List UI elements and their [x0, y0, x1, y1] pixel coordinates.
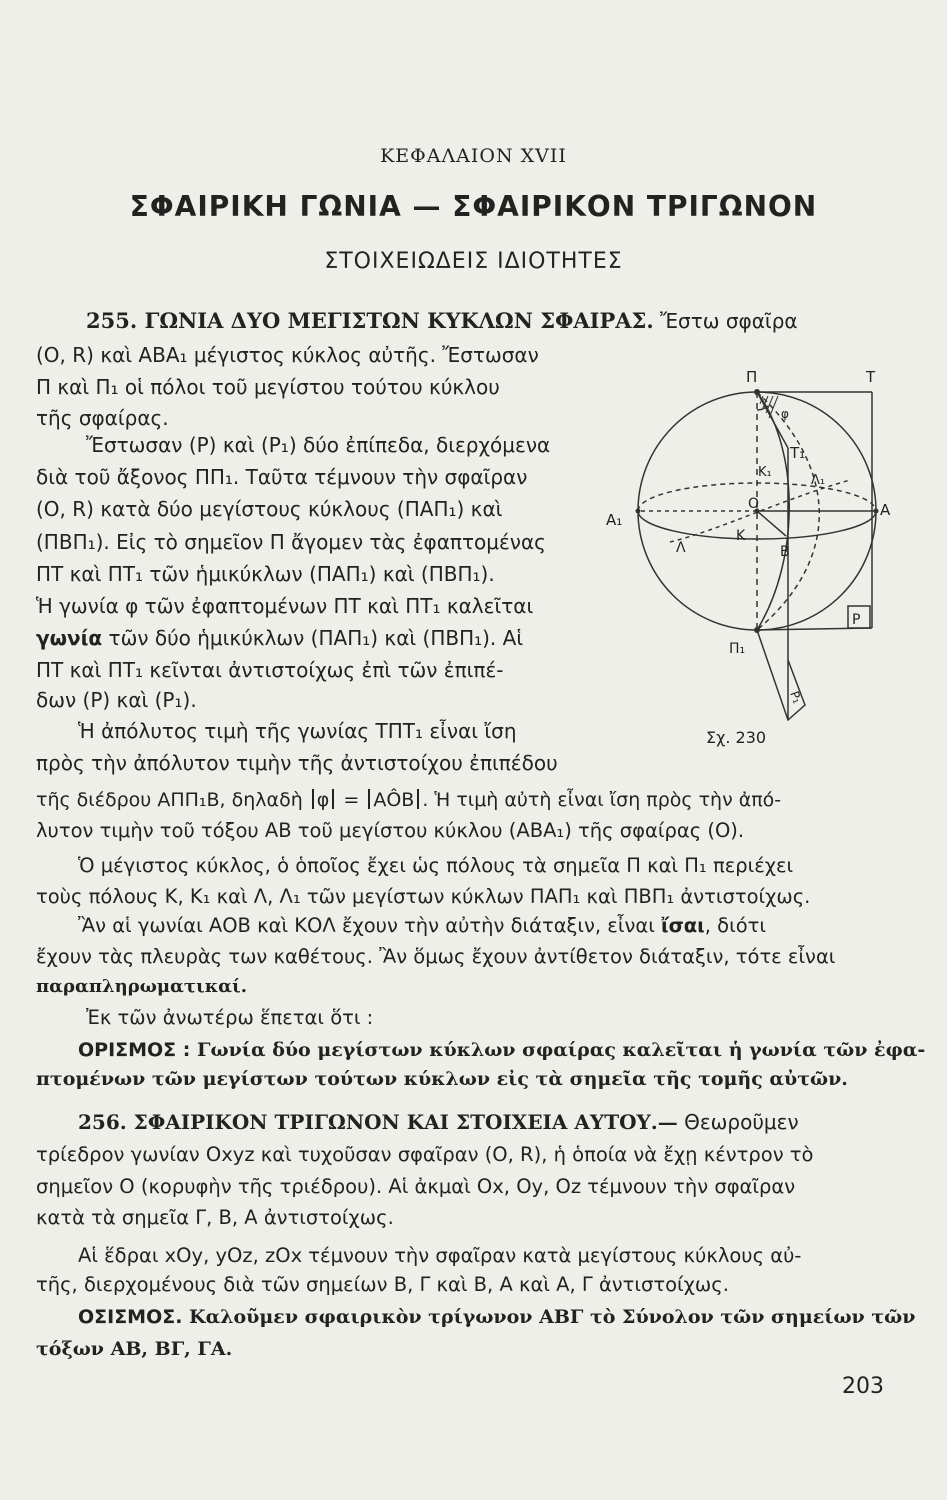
text-line: λυτον τιμὴν τοῦ τόξου ΑΒ τοῦ μεγίστου κύκλου (ΑΒΑ₁) τῆς σφαίρας (O). [36, 819, 745, 842]
phi-symbol: φ [316, 789, 330, 811]
text-line: τῆς σφαίρας. [36, 406, 169, 430]
point-pi1 [754, 627, 760, 633]
label-k1: K₁ [758, 465, 772, 480]
point-pi [754, 389, 760, 395]
page-number: 203 [842, 1374, 884, 1399]
text-line: σημεῖον O (κορυφὴν τῆς τριέδρου). Αἱ ἀκμαὶ Ox, Oy, Oz τέμνουν τὴν σφαῖραν [36, 1175, 796, 1198]
text-line: τρίεδρον γωνίαν Oxyz καὶ τυχοῦσαν σφαῖραν (O, R), ἡ ὁποία νὰ ἔχῃ κέντρον τὸ [36, 1143, 814, 1166]
abs-bar [417, 789, 419, 809]
text-line: (O, R) κατὰ δύο μεγίστους κύκλους (ΠΑΠ₁) καὶ [36, 497, 503, 521]
point-a [874, 509, 879, 514]
definition-line [78, 1305, 915, 1329]
label-t: T [866, 368, 876, 386]
text-span: Ἂν αἱ γωνίαι ΑΟΒ καὶ ΚΟΛ ἔχουν τὴν αὐτὴν διάταξιν, εἶναι [78, 914, 661, 937]
plane-p1-bottom [757, 630, 805, 720]
label-a: A [880, 501, 891, 519]
term-gonia: γωνία [36, 626, 103, 650]
radius-ob [757, 511, 786, 536]
label-l1: Λ₁ [811, 473, 826, 488]
label-pi1: Π₁ [729, 641, 746, 657]
text-line: ΠΤ καὶ ΠΤ₁ τῶν ἡμικύκλων (ΠΑΠ₁) καὶ (ΠΒΠ₁). [36, 562, 495, 586]
text-line: Ἐκ τῶν ἀνωτέρω ἕπεται ὅτι : [86, 1006, 374, 1029]
text-line: Ἡ γωνία φ τῶν ἐφαπτομένων ΠΤ καὶ ΠΤ₁ καλεῖται [36, 594, 534, 618]
label-a1: A₁ [606, 511, 623, 529]
text-span: τῶν δύο ἡμικύκλων (ΠΑΠ₁) καὶ (ΠΒΠ₁). Αἱ [102, 626, 524, 650]
section-255-heading: 255. ΓΩΝΙΑ ΔΥΟ ΜΕΓΙΣΤΩΝ ΚΥΚΛΩΝ ΣΦΑΙΡΑΣ. [86, 308, 654, 333]
text-line: δων (P) καὶ (P₁). [36, 688, 197, 712]
text-line: διὰ τοῦ ἄξονος ΠΠ₁. Ταῦτα τέμνουν τὴν σφαῖραν [36, 465, 528, 489]
text-span: Θεωροῦμεν [677, 1110, 799, 1134]
text-span: , διότι [704, 914, 766, 937]
term-isai: ἴσαι [661, 914, 705, 937]
text-line [36, 788, 781, 812]
definition-text: Καλοῦμεν σφαιρικὸν τρίγωνον ΑΒΓ τὸ Σύνολον τῶν σημείων τῶν [182, 1306, 916, 1328]
text-line: τοὺς πόλους Κ, Κ₁ καὶ Λ, Λ₁ τῶν μεγίστων κύκλων ΠΑΠ₁ καὶ ΠΒΠ₁ ἀντιστοίχως. [36, 885, 811, 908]
figure-230 [600, 360, 900, 750]
page-subtitle: ΣΤΟΙΧΕΙΩΔΕΙΣ ΙΔΙΟΤΗΤΕΣ [324, 249, 623, 274]
section-256-first-line [78, 1110, 799, 1134]
text-line: Π καὶ Π₁ οἱ πόλοι τοῦ μεγίστου τούτου κύκλου [36, 375, 500, 399]
label-o: O [748, 496, 760, 512]
text-line: ἔχουν τὰς πλευρὰς των καθέτους. Ἂν ὅμως ἔχουν ἀντίθετον διάταξιν, τότε εἶναι [36, 945, 836, 968]
definition-line [78, 1038, 925, 1062]
term-paraplirom: παραπληρωματικαί. [36, 976, 248, 997]
equals-sign: = [337, 789, 366, 811]
point-a1 [636, 509, 641, 514]
definition-text: Γωνία δύο μεγίστων κύκλων σφαίρας καλεῖται ἡ γωνία τῶν ἐφα- [190, 1039, 926, 1061]
text-line: Ὁ μέγιστος κύκλος, ὁ ὁποῖος ἔχει ὡς πόλους τὰ σημεῖα Π καὶ Π₁ περιέχει [78, 854, 794, 877]
label-k: K [736, 528, 746, 544]
abs-bar [312, 789, 314, 809]
text-span: . Ἡ τιμὴ αὐτὴ εἶναι ἴση πρὸς τὴν ἀπό- [422, 789, 782, 811]
label-t1: T₁ [790, 444, 806, 462]
text-line: Ἔστωσαν (P) καὶ (P₁) δύο ἐπίπεδα, διερχόμενα [86, 433, 551, 457]
section-255-first-line [86, 309, 798, 333]
label-pi: Π [746, 368, 758, 386]
abs-bar [332, 789, 334, 809]
figure-caption: Σχ. 230 [706, 728, 767, 747]
definition-text: πτομένων τῶν μεγίστων τούτων κύκλων εἰς τὰ σημεῖα τῆς τομῆς αὐτῶν. [36, 1068, 848, 1090]
text-line: πρὸς τὴν ἀπόλυτον τιμὴν τῆς ἀντιστοίχου ἐπιπέδου [36, 751, 558, 775]
label-b: B [780, 544, 790, 560]
text-line: τῆς, διερχομένους διὰ τῶν σημείων Β, Γ καὶ Β, Α καὶ Α, Γ ἀντιστοίχως. [36, 1273, 729, 1296]
angle-aob: ΑÔΒ [373, 789, 415, 811]
label-lambda: Λ [676, 540, 686, 556]
text-line: Ἡ ἀπόλυτος τιμὴ τῆς γωνίας ΤΠΤ₁ εἶναι ἴση [78, 719, 517, 743]
text-line: Αἱ ἕδραι xOy, yOz, zOx τέμνουν τὴν σφαῖραν κατὰ μεγίστους κύκλους αὐ- [78, 1244, 802, 1267]
text-line: Ἔστω σφαῖρα [660, 309, 798, 333]
text-span: τῆς διέδρου ΑΠΠ₁Β, δηλαδὴ [36, 789, 303, 811]
label-phi: φ [781, 407, 789, 421]
text-line [78, 914, 766, 938]
definition-text: τόξων ΑΒ, ΒΓ, ΓΑ. [36, 1338, 233, 1360]
definition-label: ΟΡΙΣΜΟΣ : [78, 1039, 191, 1061]
definition-label: ΟΣΙΣΜΟΣ. [78, 1306, 183, 1328]
text-line: κατὰ τὰ σημεῖα Γ, Β, Α ἀντιστοίχως. [36, 1206, 394, 1229]
section-256-heading: 256. ΣΦΑΙΡΙΚΟΝ ΤΡΙΓΩΝΟΝ ΚΑΙ ΣΤΟΙΧΕΙΑ ΑΥΤΟΥ.— [78, 1110, 678, 1134]
text-line: (ΠΒΠ₁). Εἰς τὸ σημεῖον Π ἄγομεν τὰς ἐφαπτομένας [36, 530, 546, 554]
page-title: ΣΦΑΙΡΙΚΗ ΓΩΝΙΑ — ΣΦΑΙΡΙΚΟΝ ΤΡΙΓΩΝΟΝ [129, 190, 818, 223]
text-line [36, 626, 523, 650]
label-plane-p: P [852, 612, 861, 628]
chapter-label: ΚΕΦΑΛΑΙΟΝ XVII [380, 145, 567, 167]
abs-bar [368, 789, 370, 809]
label-plane-p1: P₁ [787, 689, 805, 706]
text-line: ΠΤ καὶ ΠΤ₁ κεῖνται ἀντιστοίχως ἐπὶ τῶν ἐπιπέ- [36, 658, 504, 682]
text-line: (O, R) καὶ ΑΒΑ₁ μέγιστος κύκλος αὐτῆς. Ἔστωσαν [36, 343, 539, 367]
